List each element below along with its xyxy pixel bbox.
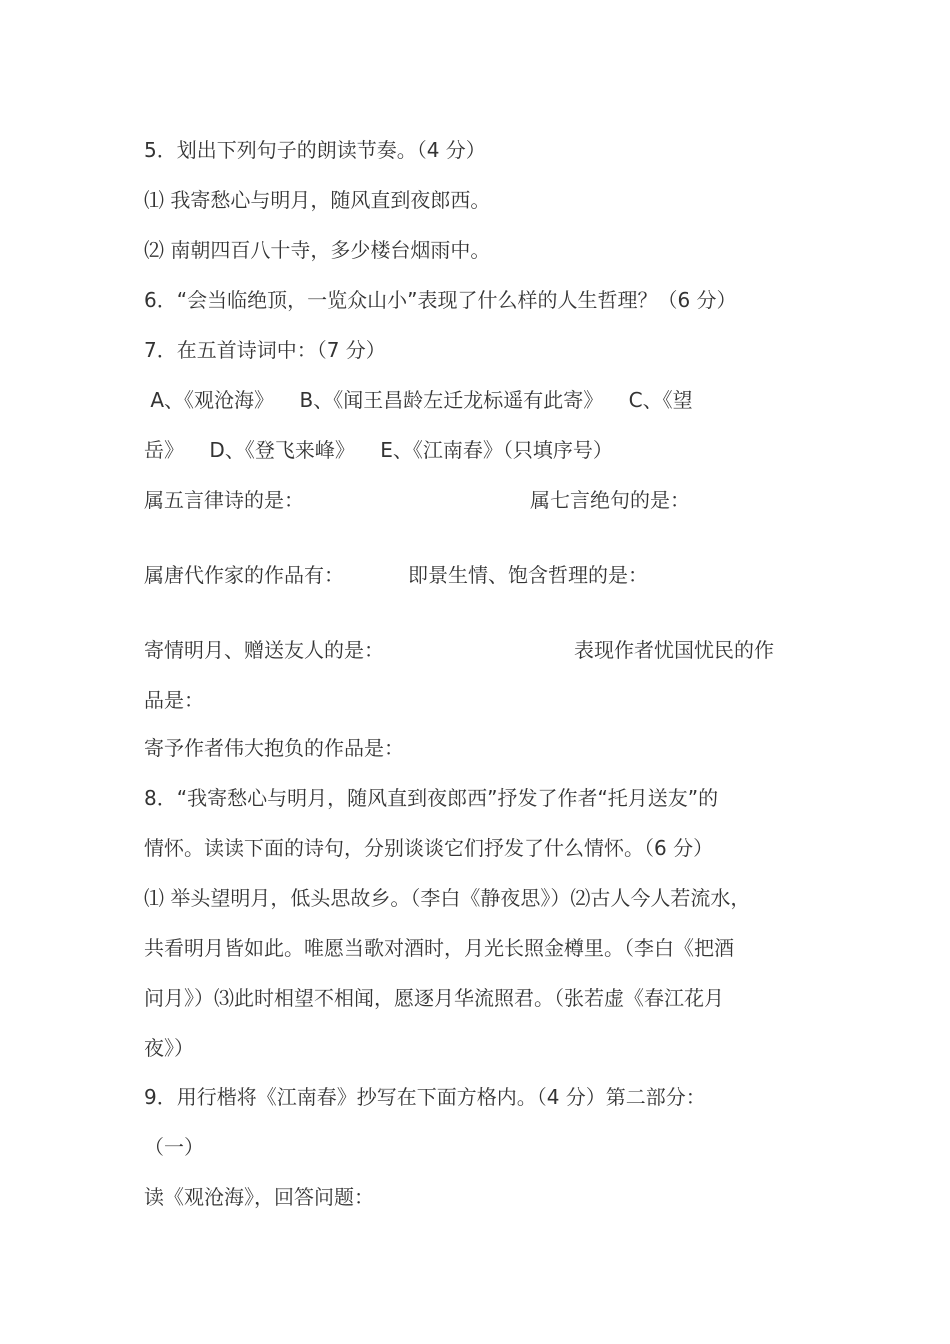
q7-prompt-ambition: 寄予作者伟大抱负的作品是： xyxy=(144,736,404,760)
question-8-line-2: 情怀。读读下面的诗句，分别谈谈它们抒发了什么情怀。（6 分） xyxy=(144,836,714,860)
question-6: 6．“会当临绝顶，一览众山小”表现了什么样的人生哲理？（6 分） xyxy=(144,288,737,312)
question-5: 5．划出下列句子的朗读节奏。（4 分） xyxy=(144,138,486,162)
q8-poems-line-2: 共看明月皆如此。唯愿当歌对酒时，月光长照金樽里。（李白《把酒 xyxy=(144,936,734,960)
q8-poems-line-4: 夜》） xyxy=(144,1036,194,1060)
q8-poems-line-1: ⑴ 举头望明月，低头思故乡。（李白《静夜思》）⑵古人今人若流水， xyxy=(144,886,751,910)
q7-prompt-qiyan-jueju: 属七言绝句的是： xyxy=(530,488,690,512)
q7-prompt-patriotic: 表现作者忧国忧民的作 xyxy=(574,638,774,662)
q5-sentence-1: ⑴ 我寄愁心与明月，随风直到夜郎西。 xyxy=(144,188,491,212)
q7-prompt-wuyan-lvshi: 属五言律诗的是： xyxy=(144,488,304,512)
q8-poems-line-3: 问月》）⑶此时相望不相闻，愿逐月华流照君。（张若虚《春江花月 xyxy=(144,986,724,1010)
question-9: 9．用行楷将《江南春》抄写在下面方格内。（4 分）第二部分： xyxy=(144,1085,706,1109)
reading-prompt: 读《观沧海》，回答问题： xyxy=(144,1185,374,1209)
q7-prompt-philosophy: 即景生情、饱含哲理的是： xyxy=(408,563,648,587)
q7-prompt-tang-works: 属唐代作家的作品有： xyxy=(144,563,344,587)
question-7: 7．在五首诗词中：（7 分） xyxy=(144,338,386,362)
question-8-line-1: 8．“我寄愁心与明月，随风直到夜郎西”抒发了作者“托月送友”的 xyxy=(144,786,719,810)
q7-prompt-patriotic-cont: 品是： xyxy=(144,688,204,712)
q7-options-line-2: 岳》 D、《登飞来峰》 E、《江南春》（只填序号） xyxy=(144,438,613,462)
q7-options-line-1: A、《观沧海》 B、《闻王昌龄左迁龙标遥有此寄》 C、《望 xyxy=(144,388,693,412)
q7-prompt-friend: 寄情明月、赠送友人的是： xyxy=(144,638,384,662)
q5-sentence-2: ⑵ 南朝四百八十寺，多少楼台烟雨中。 xyxy=(144,238,491,262)
section-heading: （一） xyxy=(144,1135,204,1159)
